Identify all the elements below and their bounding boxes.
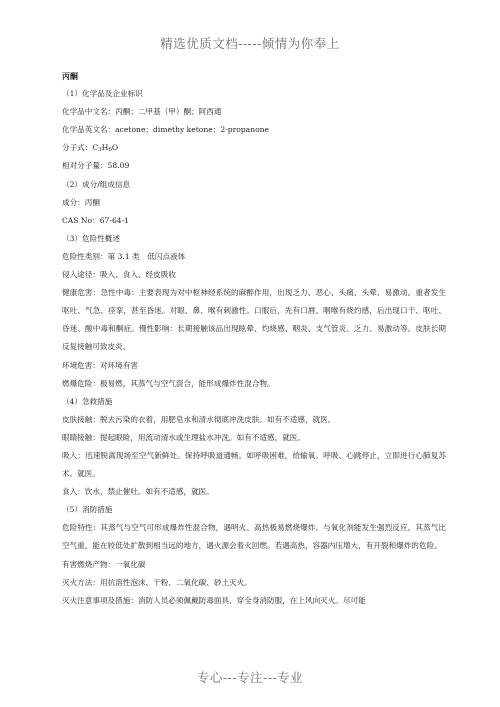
- danger-characteristics: 危险特性：其蒸气与空气可形成爆炸性混合物，遇明火、高热极易燃烧爆炸。与氧化剂能发生强烈反应。其蒸气比空气重，能在较低处扩散到相当远的地方，遇火源会着火回燃。若遇高热，容器内压增大，有开裂和爆炸的危险。: [62, 523, 446, 551]
- page-header: 精选优质文档-----倾情为你奉上: [160, 36, 340, 51]
- section-heading-hazards: （3）危险性概述: [62, 233, 120, 243]
- molecular-formula: [62, 139, 446, 157]
- component: 成分：丙酮: [62, 197, 100, 207]
- page-footer: 专心---专注---专业: [196, 670, 304, 685]
- fire-explosion-hazard: 燃爆危险：极易燃，其蒸气与空气混合，能形成爆炸性混合物。: [62, 378, 275, 388]
- formula-mid: H: [101, 143, 109, 153]
- formula-prefix: 分子式：C: [62, 143, 99, 153]
- skin-contact: 皮肤接触：脱去污染的衣着，用肥皂水和清水彻底冲洗皮肤。如有不适感，就医。: [62, 414, 336, 424]
- health-hazard: 健康危害：急性中毒：主要表现为对中枢神经系统的麻醉作用，出现乏力、恶心、头痛、头晕、易激动。重者发生呕吐、气急、痉挛，甚至昏迷。对眼、鼻、喉有刺激性。口服后，先有口唇、咽喉有烧灼感，后出现口干、呕吐、昏迷、酸中毒和酮症。慢性影响：长期接触该品出现眩晕、灼烧感、咽炎、支气管炎、乏力、易激动等。皮肤长期反复接触可致皮炎。: [62, 288, 446, 352]
- doc-title: 丙酮: [62, 71, 78, 81]
- hazard-class: 危险性类别：第 3.1 类 低闪点液体: [62, 251, 186, 261]
- section-heading-first-aid: （4）急救措施: [62, 396, 113, 406]
- molecular-weight: 相对分子量：58.09: [62, 161, 130, 171]
- section-heading-composition: （2）成分/组成信息: [62, 179, 131, 189]
- ingestion: 食入：饮水，禁止催吐。如有不适感，就医。: [62, 487, 214, 497]
- cas-number: CAS No：67-64-1: [62, 215, 130, 225]
- chinese-name: 化学品中文名：丙酮；二甲基（甲）酮；阿西通: [62, 107, 222, 117]
- extinguishing-method: 灭火方法：用抗溶性泡沫、干粉、二氧化碳、砂土灭火。: [62, 577, 252, 587]
- firefighting-notes: 灭火注意事项及措施：消防人员必须佩戴防毒面具、穿全身消防服，在上风向灭火。尽可能: [62, 595, 366, 605]
- combustion-products: 有害燃烧产物：一氧化碳: [62, 559, 146, 569]
- section-heading-firefighting: （5）消防措施: [62, 505, 113, 515]
- exposure-route: 侵入途径：吸入、食入、经皮吸收: [62, 270, 176, 280]
- formula-subscript-c: 3: [98, 147, 102, 154]
- eye-contact: 眼睛接触：提起眼睑，用流动清水或生理盐水冲洗。如有不适感，就医。: [62, 432, 305, 442]
- section-heading-identification: （1）化学品及企业标识: [62, 89, 143, 99]
- english-name: 化学品英文名：acetone；dimethy ketone；2-propanone: [62, 125, 270, 135]
- formula-suffix: O: [111, 143, 119, 153]
- document-body: [62, 67, 446, 610]
- environmental-hazard: 环境危害：对环境有害: [62, 360, 138, 370]
- inhalation: 吸入：迅速脱离现场至空气新鲜处。保持呼吸道通畅。如呼吸困难，给输氧。呼吸、心跳停止，立即进行心肺复苏术。就医。: [62, 450, 446, 479]
- formula-subscript-h: 6: [108, 147, 112, 154]
